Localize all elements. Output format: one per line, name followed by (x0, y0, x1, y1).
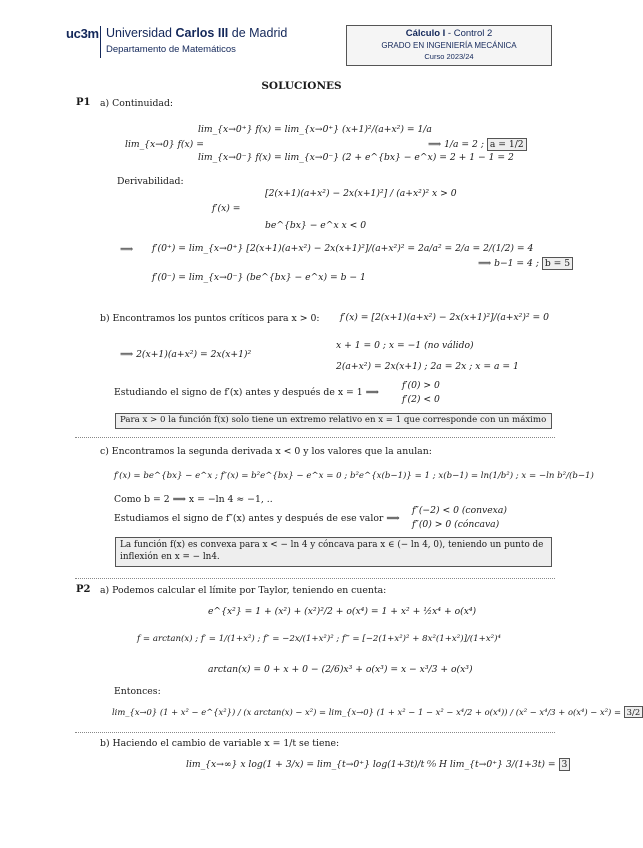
p1-b-eq2: ⟹ 2(x+1)(a+x²) = 2x(x+1)² (120, 349, 252, 360)
p2-limit-answer: 3/2 (624, 706, 643, 718)
p2-separator (75, 732, 555, 733)
p2-b-eq (186, 759, 570, 770)
university-name (106, 26, 287, 40)
p1-c-label: c) Encontramos la segunda derivada x < 0 y los valores que la anulan: (100, 446, 432, 457)
problem-2-label: P2 (76, 584, 91, 595)
p1-cont-eq1: lim_{x→0⁺} f(x) = lim_{x→0⁺} (x+1)²/(a+x²) = 1/a (198, 124, 432, 135)
header-divider (100, 26, 101, 58)
header (0, 0, 603, 62)
course-name: Cálculo I (405, 28, 446, 39)
p2-b-expression: lim_{x→∞} x log(1 + 3/x) = lim_{t→0⁺} log(1+3t)/t ⁰⁄₀ H lim_{t→0⁺} 3/(1+3t) = (186, 759, 556, 770)
p1-b-conclusion-box: Para x > 0 la función f(x) solo tiene un extremo relativo en x = 1 que corresponde con un máximo (115, 413, 552, 429)
p1-c-line2: Como b = 2 ⟹ x = −ln 4 ≈ −1, .. (114, 494, 273, 505)
p1-deriv-case1: [2(x+1)(a+x²) − 2x(x+1)²] / (a+x²)² x > 0 (265, 188, 457, 199)
p1-b-sign-text: Estudiando el signo de f′(x) antes y después de x = 1 ⟹ (114, 387, 379, 398)
p1-c-eq: f′(x) = be^{bx} − e^x ; f″(x) = b²e^{bx} − e^x = 0 ; b²e^{x(b−1)} = 1 ; x(b−1) = ln(1/b²) ; x = −ln b²/(b−1) (114, 471, 594, 481)
p1-cont-eq2: lim_{x→0⁻} f(x) = lim_{x→0⁻} (2 + e^{bx} − e^x) = 2 + 1 − 1 = 2 (198, 152, 514, 163)
university-prefix: Universidad (106, 26, 176, 40)
p1-deriv-result (478, 258, 573, 269)
p2-a-label: a) Podemos calcular el límite por Taylor, teniendo en cuenta: (100, 585, 387, 596)
course-info-box (346, 25, 552, 66)
p2-eq3: arctan(x) = 0 + x + 0 − (2/6)x³ + o(x³) = x − x³/3 + o(x³) (208, 664, 473, 675)
p1-deriv-eq2: f′(0⁻) = lim_{x→0⁻} (be^{bx} − e^x) = b − 1 (152, 272, 366, 283)
p2-b-answer: 3 (559, 758, 571, 771)
p1-a-label: a) Continuidad: (100, 98, 174, 109)
p2-eq1: e^{x²} = 1 + (x²) + (x²)²/2 + o(x⁴) = 1 + x² + ½x⁴ + o(x⁴) (208, 606, 477, 617)
uc3m-logo: uc3m (66, 26, 99, 41)
p2-limit-expression: lim_{x→0} (1 + x² − e^{x²}) / (x arctan(x) − x²) = lim_{x→0} (1 + x² − 1 − x² − x⁴/2 + o(x⁴)) / (x² − x⁴/3 + o(x⁴) − x²) = (112, 707, 621, 717)
p2-eq2: f = arctan(x) ; f′ = 1/(1+x²) ; f″ = −2x/(1+x²)² ; f‴ = [−2(1+x²)² + 8x²(1+x²)]/(1+x²)⁴ (137, 634, 501, 644)
academic-year: Curso 2023/24 (424, 52, 474, 61)
p1-c-sign1: f″(−2) < 0 (convexa) (412, 505, 507, 516)
p1-c-sign-text: Estudiamos el signo de f″(x) antes y después de ese valor ⟹ (114, 513, 400, 524)
p1-deriv-case2: be^{bx} − e^x x < 0 (265, 220, 367, 231)
p1-deriv-answer: b = 5 (542, 257, 573, 270)
page-title: SOLUCIONES (261, 80, 342, 92)
degree-name: GRADO EN INGENIERÍA MECÁNICA (381, 41, 517, 50)
implies-arrow: ⟹ (120, 244, 134, 255)
problem-1-label: P1 (76, 97, 91, 108)
p1-deriv-eq1: f′(0⁺) = lim_{x→0⁺} [2(x+1)(a+x²) − 2x(x+1)²]/(a+x²)² = 2a/a² = 2/a = 2/(1/2) = 4 (152, 243, 534, 254)
p1-b-label: b) Encontramos los puntos críticos para x > 0: (100, 313, 320, 324)
p1-cont-result (428, 139, 527, 150)
p1-deriv-result-text: ⟹ b−1 = 4 ; (478, 258, 539, 269)
p1-b-eq: f′(x) = [2(x+1)(a+x²) − 2x(x+1)²]/(a+x²)² = 0 (340, 312, 550, 323)
p1-c-sign2: f″(0) > 0 (cóncava) (412, 519, 500, 530)
p1-c-conclusion-box: La función f(x) es convexa para x < − ln 4 y cóncava para x ∈ (− ln 4, 0), teniendo un punto de inflexión en x = − ln4. (115, 537, 552, 567)
p1-b-case2: 2(a+x²) = 2x(x+1) ; 2a = 2x ; x = a = 1 (336, 361, 519, 372)
p1-cont-result-text: ⟹ 1/a = 2 ; (428, 139, 484, 150)
p1-b-sign2: f′(2) < 0 (402, 394, 440, 405)
university-bold: Carlos III (175, 26, 229, 40)
p1-b-sign1: f′(0) > 0 (402, 380, 440, 391)
p1-b-case1: x + 1 = 0 ; x = −1 (no válido) (336, 340, 474, 351)
p1-cont-lhs: lim_{x→0} f(x) = (125, 139, 204, 150)
p1-deriv-label: Derivabilidad: (117, 176, 184, 187)
p2-b-label: b) Haciendo el cambio de variable x = 1/t se tiene: (100, 738, 340, 749)
course-exam: - Control 2 (445, 28, 493, 39)
p1-cont-answer: a = 1/2 (487, 138, 527, 151)
department-name: Departamento de Matemáticos (106, 44, 236, 55)
p1-separator-1 (75, 437, 555, 438)
university-suffix: de Madrid (228, 26, 288, 40)
p1-separator-2 (75, 578, 555, 579)
p1-deriv-lhs: f′(x) = (212, 203, 241, 214)
p2-limit (112, 707, 643, 717)
p2-entonces: Entonces: (114, 686, 161, 697)
course-title (347, 28, 551, 39)
